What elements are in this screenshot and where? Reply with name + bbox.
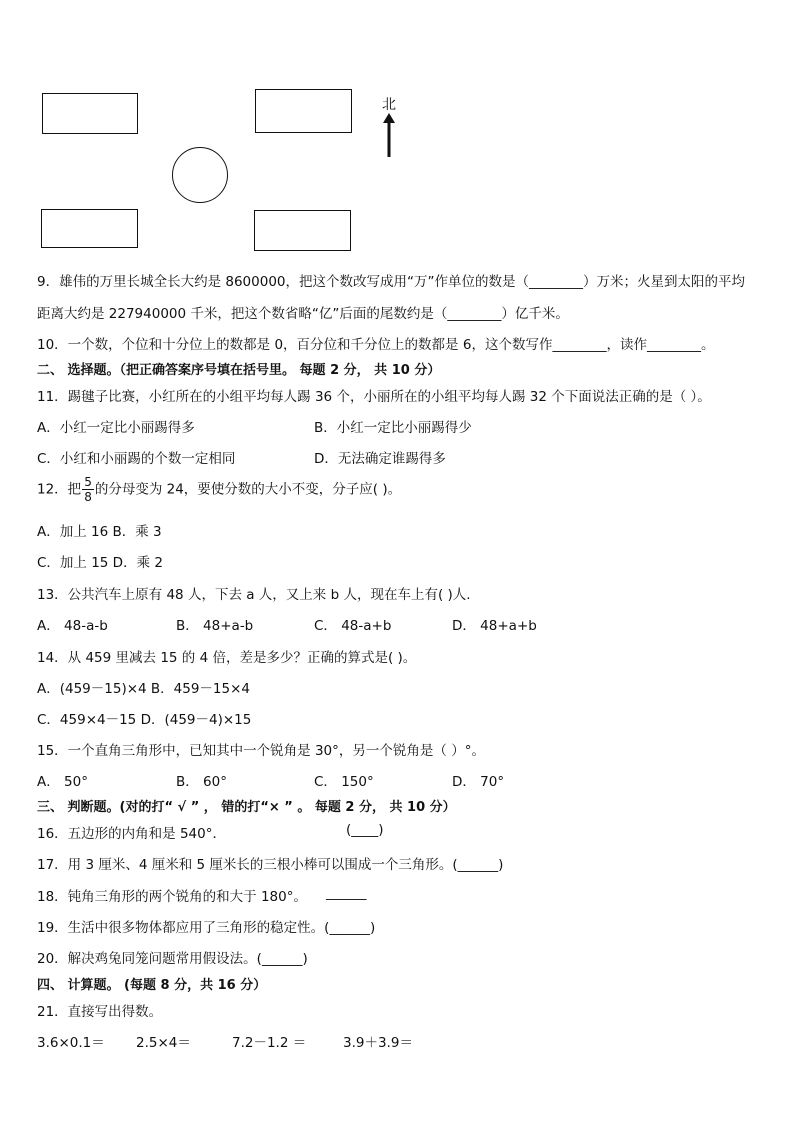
q13-option-d: D． 48+a+b [452,618,537,634]
north-arrow-icon [381,113,397,159]
q21-text: 21．直接写出得数。 [37,1004,163,1020]
q15-option-d: D． 70° [452,774,505,790]
q12-options-ab: A．加上 16 B．乘 3 [37,524,162,540]
north-label: 北 [382,97,396,113]
q13-option-c: C． 48-a+b [314,618,392,634]
map-circle-center [172,147,228,203]
q10-text: 10．一个数，个位和十分位上的数都是 0，百分位和千分位上的数都是 6，这个数写作________，读作________。 [37,337,715,353]
q14-stem: 14．从 459 里减去 15 的 4 倍，差是多少？正确的算式是( )。 [37,650,417,666]
q13-option-a: A． 48-a-b [37,618,108,634]
q12-post: 的分母变为 24，要使分数的大小不变，分子应( )。 [94,481,402,498]
q11-option-d: D．无法确定谁踢得多 [314,451,446,467]
q15-option-c: C． 150° [314,774,374,790]
q13-option-b: B． 48+a-b [176,618,254,634]
q15-option-a: A． 50° [37,774,88,790]
q12-stem [37,475,401,504]
map-rect-top-right [255,89,352,133]
q15-option-b: B． 60° [176,774,227,790]
q9-line2: 距离大约是 227940000 千米，把这个数省略“亿”后面的尾数约是（________）亿千米。 [37,306,569,322]
calc-item-2: 2.5×4＝ [136,1035,191,1051]
q11-option-b: B．小红一定比小丽踢得少 [314,420,472,436]
map-rect-top-left [42,93,138,134]
q12-options-cd: C．加上 15 D．乘 2 [37,555,163,571]
q11-option-a: A．小红一定比小丽踢得多 [37,420,195,436]
q18-answer-blank[interactable]: ______ [326,885,367,901]
q14-options-ab: A．(459－15)×4 B．459－15×4 [37,681,251,697]
q11-stem: 11．踢毽子比赛，小红所在的小组平均每人踢 36 个，小丽所在的小组平均每人踢 32 个下面说法正确的是（ ）。 [37,389,711,405]
q9-line1: 9．雄伟的万里长城全长大约是 8600000，把这个数改写成用“万”作单位的数是（________）万米；火星到太阳的平均 [37,274,745,290]
fraction-denominator: 8 [84,490,92,504]
calc-item-3: 7.2－1.2 ＝ [232,1035,307,1051]
calc-item-1: 3.6×0.1＝ [37,1035,105,1051]
q11-option-c: C．小红和小丽踢的个数一定相同 [37,451,236,467]
q13-stem: 13．公共汽车上原有 48 人，下去 a 人，又上来 b 人，现在车上有( )人. [37,587,471,603]
calc-item-4: 3.9＋3.9＝ [343,1035,413,1051]
section-4-heading: 四、 计算题。 (每题 8 分，共 16 分） [37,978,267,993]
q14-options-cd: C．459×4－15 D．(459－4)×15 [37,712,252,728]
q20-text: 20．解决鸡兔同笼问题常用假设法。(______) [37,951,308,967]
q15-stem: 15．一个直角三角形中，已知其中一个锐角是 30°，另一个锐角是（ ）°。 [37,743,485,759]
q18-text: 18．钝角三角形的两个锐角的和大于 180°。 [37,889,307,905]
fraction [82,475,94,504]
map-rect-bottom-left [41,209,138,248]
section-2-heading: 二、 选择题。（把正确答案序号填在括号里。 每题 2 分， 共 10 分） [37,363,441,378]
fraction-numerator: 5 [84,475,92,489]
q17-text: 17．用 3 厘米、4 厘米和 5 厘米长的三根小棒可以围成一个三角形。(______) [37,857,504,873]
q16-answer-blank[interactable]: (____) [346,822,384,838]
section-3-heading: 三、 判断题。(对的打“ √ ” ， 错的打“× ” 。 每题 2 分， 共 10 分） [37,800,456,815]
q16-text: 16．五边形的内角和是 540°． [37,826,226,842]
map-rect-bottom-right [254,210,351,251]
q12-pre: 12．把 [37,481,82,498]
q19-text: 19．生活中很多物体都应用了三角形的稳定性。(______) [37,920,376,936]
